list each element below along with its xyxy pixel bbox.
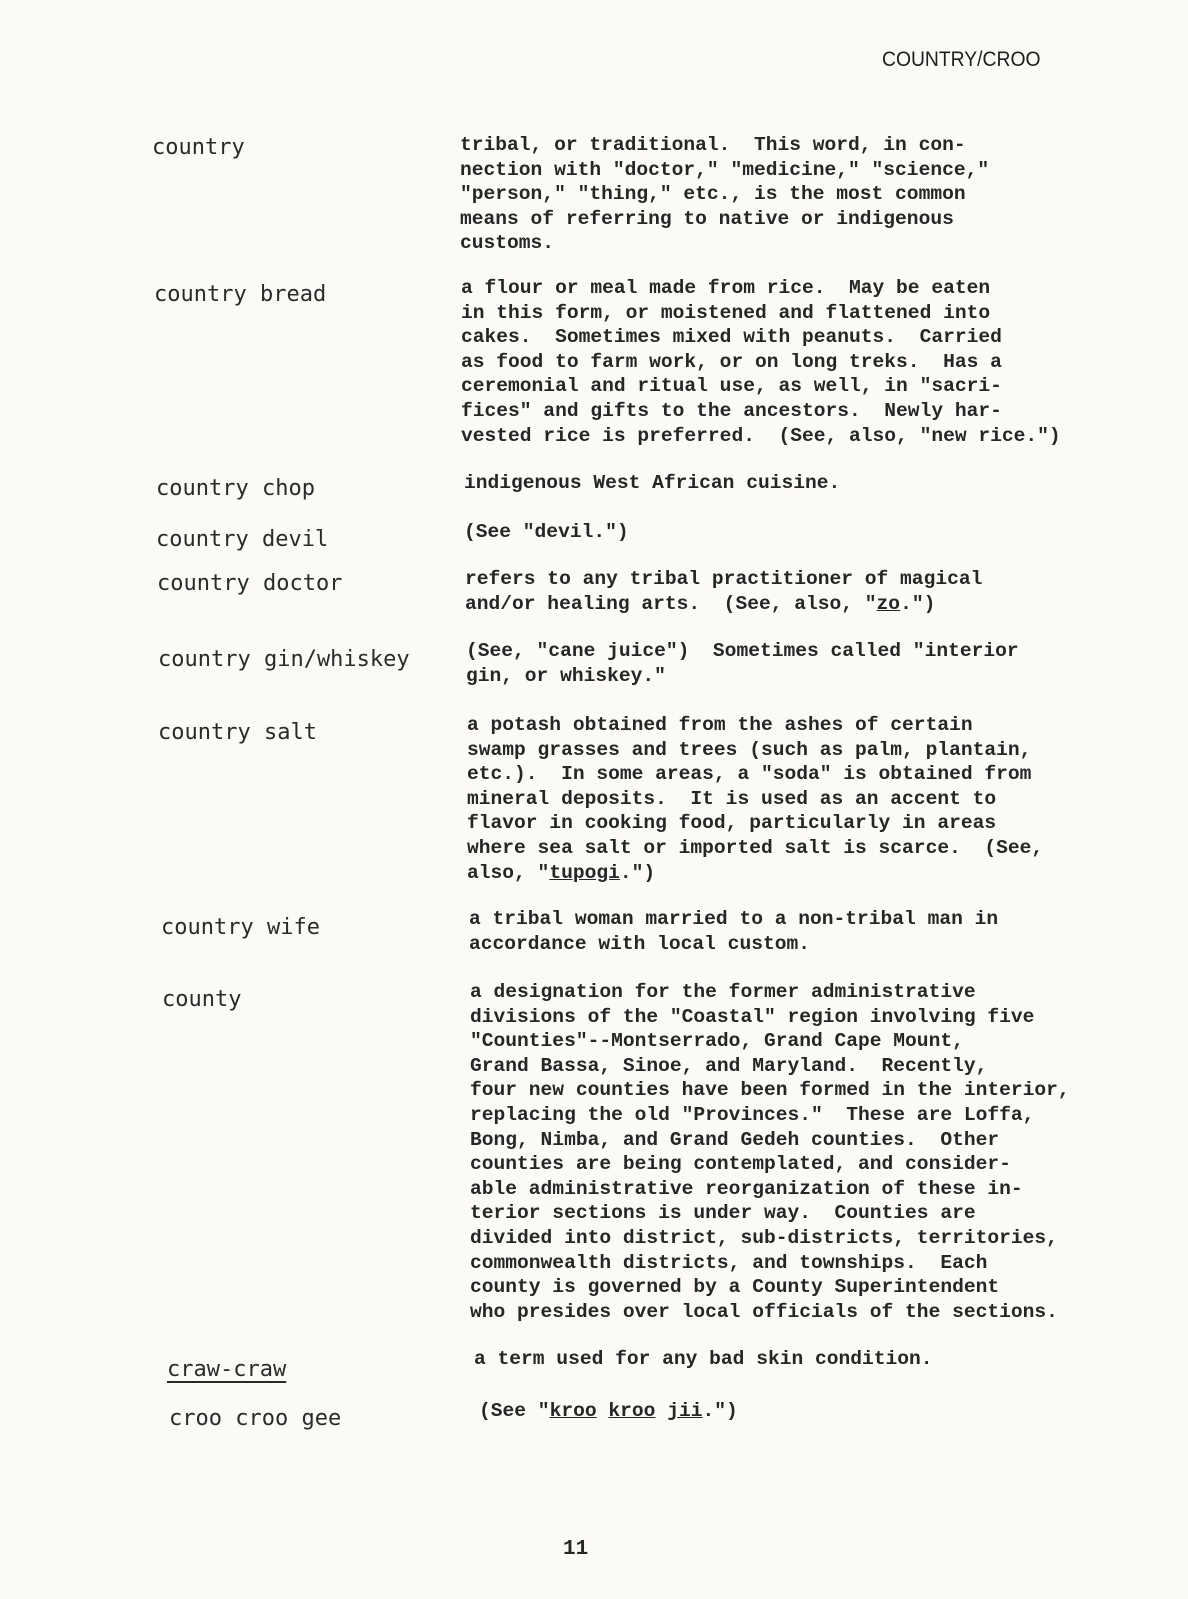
definition-line: a flour or meal made from rice. May be eaten — [461, 277, 991, 299]
entry-definition — [464, 471, 840, 496]
definition-line: refers to any tribal practitioner of magical — [465, 568, 983, 590]
definition-line: (See "devil.") — [464, 521, 629, 543]
cross-reference-link[interactable]: kroo — [549, 1400, 597, 1422]
definition-line: a designation for the former administrative — [470, 981, 976, 1003]
definition-line: who presides over local officials of the sections. — [470, 1300, 1058, 1323]
entry-term: county — [162, 987, 242, 1012]
definition-line: able administrative reorganization of these in- — [470, 1177, 1023, 1200]
cross-reference-link[interactable]: zo — [876, 592, 901, 615]
definition-line: and/or healing arts. (See, also, " — [465, 592, 877, 615]
definition-line: terior sections is under way. Counties are — [470, 1202, 976, 1225]
definition-line: tribal, or traditional. This word, in con- — [460, 134, 966, 156]
entry-term: country wife — [161, 915, 320, 940]
definition-line: a potash obtained from the ashes of certain — [467, 714, 973, 736]
definition-line: also, " — [467, 861, 550, 884]
definition-line: "person," "thing," etc., is the most common — [460, 183, 966, 206]
definition-line: flavor in cooking food, particularly in areas — [467, 812, 997, 835]
definition-line: (See " — [479, 1400, 550, 1422]
entry-term: country salt — [158, 720, 317, 745]
definition-line: etc.). In some areas, a "soda" is obtained from — [467, 763, 1032, 786]
cross-reference-link[interactable]: kroo — [608, 1400, 656, 1422]
page-header-title: COUNTRY/CROO — [882, 48, 1041, 71]
definition-line: as food to farm work, or on long treks. Has a — [461, 350, 1002, 373]
entry-definition — [464, 520, 629, 545]
definition-line: .") — [619, 861, 656, 884]
definition-line: Bong, Nimba, and Grand Gedeh counties. Other — [470, 1128, 1000, 1151]
definition-line: "Counties"--Montserrado, Grand Cape Mount, — [470, 1030, 964, 1053]
definition-line: nection with "doctor," "medicine," "science," — [460, 158, 990, 181]
entry-definition — [467, 713, 1043, 885]
definition-line: fices" and gifts to the ancestors. Newly har- — [461, 399, 1002, 422]
definition-line: mineral deposits. It is used as an accent to — [467, 787, 997, 810]
definition-line: gin, or whiskey." — [466, 664, 666, 687]
entry-definition — [469, 907, 998, 956]
definition-line: (See, "cane juice") Sometimes called "interior — [466, 640, 1019, 662]
entry-term: croo croo gee — [169, 1406, 342, 1431]
definition-line: a term used for any bad skin condition. — [474, 1348, 933, 1370]
entry-term: country devil — [156, 527, 329, 552]
entry-definition — [465, 567, 982, 616]
entry-term: country bread — [154, 282, 327, 307]
definition-line: customs. — [460, 232, 555, 255]
entry-definition — [470, 980, 1070, 1324]
page-number: 11 — [563, 1538, 589, 1561]
definition-line: where sea salt or imported salt is scarce. (See, — [467, 836, 1044, 859]
entry-term: country chop — [156, 476, 315, 501]
definition-line: a tribal woman married to a non-tribal man in — [469, 908, 999, 930]
definition-line: county is governed by a County Superintendent — [470, 1276, 1000, 1299]
entry-definition — [461, 276, 1061, 448]
entry-definition — [474, 1347, 933, 1372]
definition-line: .") — [702, 1400, 738, 1422]
definition-line: indigenous West African cuisine. — [464, 472, 841, 494]
definition-line: accordance with local custom. — [469, 932, 810, 955]
definition-line: vested rice is preferred. (See, also, "new rice.") — [461, 424, 1061, 447]
entry-term: craw-craw — [167, 1357, 287, 1382]
definition-line: four new counties have been formed in the interior, — [470, 1079, 1070, 1102]
definition-line: cakes. Sometimes mixed with peanuts. Carried — [461, 326, 1002, 349]
definition-line: swamp grasses and trees (such as palm, plantain, — [467, 738, 1032, 761]
cross-reference-link[interactable]: tupogi — [549, 861, 620, 884]
entry-definition — [460, 133, 989, 256]
definition-line: replacing the old "Provinces." These are Loffa, — [470, 1103, 1035, 1126]
cross-reference-link[interactable]: jii — [667, 1400, 703, 1422]
entry-term: country gin/whiskey — [158, 647, 410, 672]
definition-line: means of referring to native or indigenous — [460, 207, 954, 230]
definition-line: divisions of the "Coastal" region involving five — [470, 1005, 1035, 1028]
definition-line: divided into district, sub-districts, territories, — [470, 1226, 1058, 1249]
definition-line: ceremonial and ritual use, as well, in "sacri- — [461, 375, 1002, 398]
definition-line: commonwealth districts, and townships. Each — [470, 1251, 988, 1274]
entry-definition — [479, 1399, 738, 1424]
entry-term: country — [152, 135, 245, 160]
definition-line: Grand Bassa, Sinoe, and Maryland. Recently, — [470, 1054, 988, 1077]
definition-line: in this form, or moistened and flattened into — [461, 301, 991, 324]
entry-definition — [466, 639, 1019, 688]
entry-term: country doctor — [157, 571, 343, 596]
definition-line: counties are being contemplated, and consider- — [470, 1153, 1011, 1176]
definition-line: .") — [900, 592, 936, 615]
